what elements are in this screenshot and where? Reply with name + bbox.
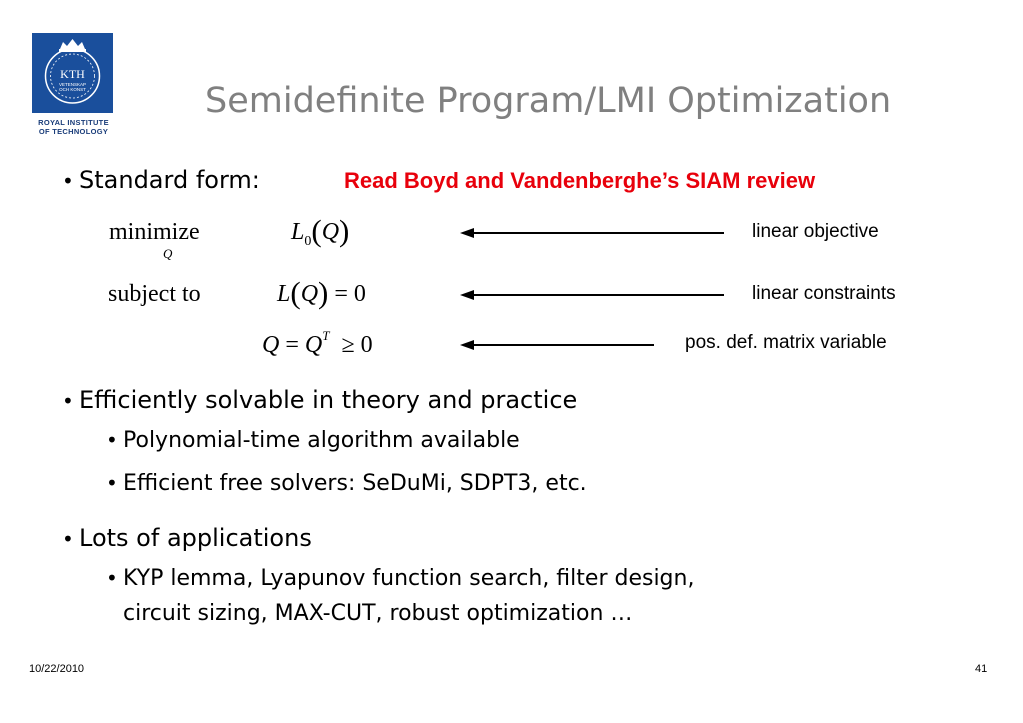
svg-text:VETENSKAP: VETENSKAP [58,82,87,87]
sub-bullet [106,428,520,453]
psd-rhs: ≥ 0 [341,332,373,358]
equals-sign: = [285,332,299,358]
annotation-objective: linear objective [752,221,879,242]
matrix-symbol-q: Q [304,332,323,358]
constraint2-expression [262,328,373,359]
bullet-dot: • [106,566,118,590]
paren: ( [290,275,301,310]
bullet-dot: • [106,471,118,495]
footer-date: 10/22/2010 [29,663,85,675]
constraint-symbol-l: L [277,281,291,307]
bullet-text: Standard form: [79,166,260,194]
objective-expression [291,213,349,250]
bullet-dot: • [106,428,118,452]
constraint-symbol-q: Q [300,281,319,307]
sub-bullet-text: circuit sizing, MAX-CUT, robust optimization … [123,601,633,626]
slide-title: Semidefinite Program/LMI Optimization [205,81,892,121]
constraint-rhs: = 0 [334,281,366,307]
sub-bullet-text: Efficient free solvers: SeDuMi, SDPT3, etc. [123,471,587,496]
arrow-matrix-icon [458,337,658,353]
sub-bullet-text: Polynomial-time algorithm available [123,428,520,453]
bullet-dot: • [62,169,74,193]
annotation-matrix: pos. def. matrix variable [685,332,887,353]
bullet-dot: • [62,527,74,551]
logo-caption-line: OF TECHNOLOGY [38,127,109,136]
paren: ) [318,275,329,310]
svg-text:OCH KONST: OCH KONST [59,87,86,92]
bullet-text: Efficiently solvable in theory and practice [79,386,578,414]
sub-bullet [106,471,587,496]
review-note: Read Boyd and Vandenberghe’s SIAM review [344,168,816,193]
logo-caption [26,118,121,136]
sub-bullet-continuation [123,601,632,626]
objective-symbol-l: L [291,219,305,245]
bullet-dot: • [62,389,74,413]
paren: ) [339,213,350,248]
minimize-label: minimize [109,219,200,245]
objective-symbol-q: Q [321,219,340,245]
arrow-constraints-icon [458,287,728,303]
logo-caption-line: ROYAL INSTITUTE [38,118,109,127]
minimize-subscript: Q [163,246,173,261]
transpose-superscript: T [322,328,330,343]
svg-text:KTH: KTH [60,67,85,81]
subject-to-label: subject to [108,281,201,307]
bullet-applications [62,524,312,552]
kth-logo [32,33,113,113]
constraint1-expression [277,275,366,311]
bullet-text: Lots of applications [79,524,312,552]
sub-bullet-text: KYP lemma, Lyapunov function search, filter design, [123,566,695,591]
bullet-efficiently-solvable [62,386,577,414]
paren: ( [311,213,322,248]
bullet-standard-form [62,166,260,194]
footer-page-number: 41 [975,663,988,675]
objective-subscript: 0 [304,234,312,249]
sub-bullet [106,566,694,591]
kth-crest-icon [32,33,113,113]
arrow-objective-icon [458,225,728,241]
annotation-constraints: linear constraints [752,283,896,304]
matrix-symbol-q: Q [262,332,280,358]
